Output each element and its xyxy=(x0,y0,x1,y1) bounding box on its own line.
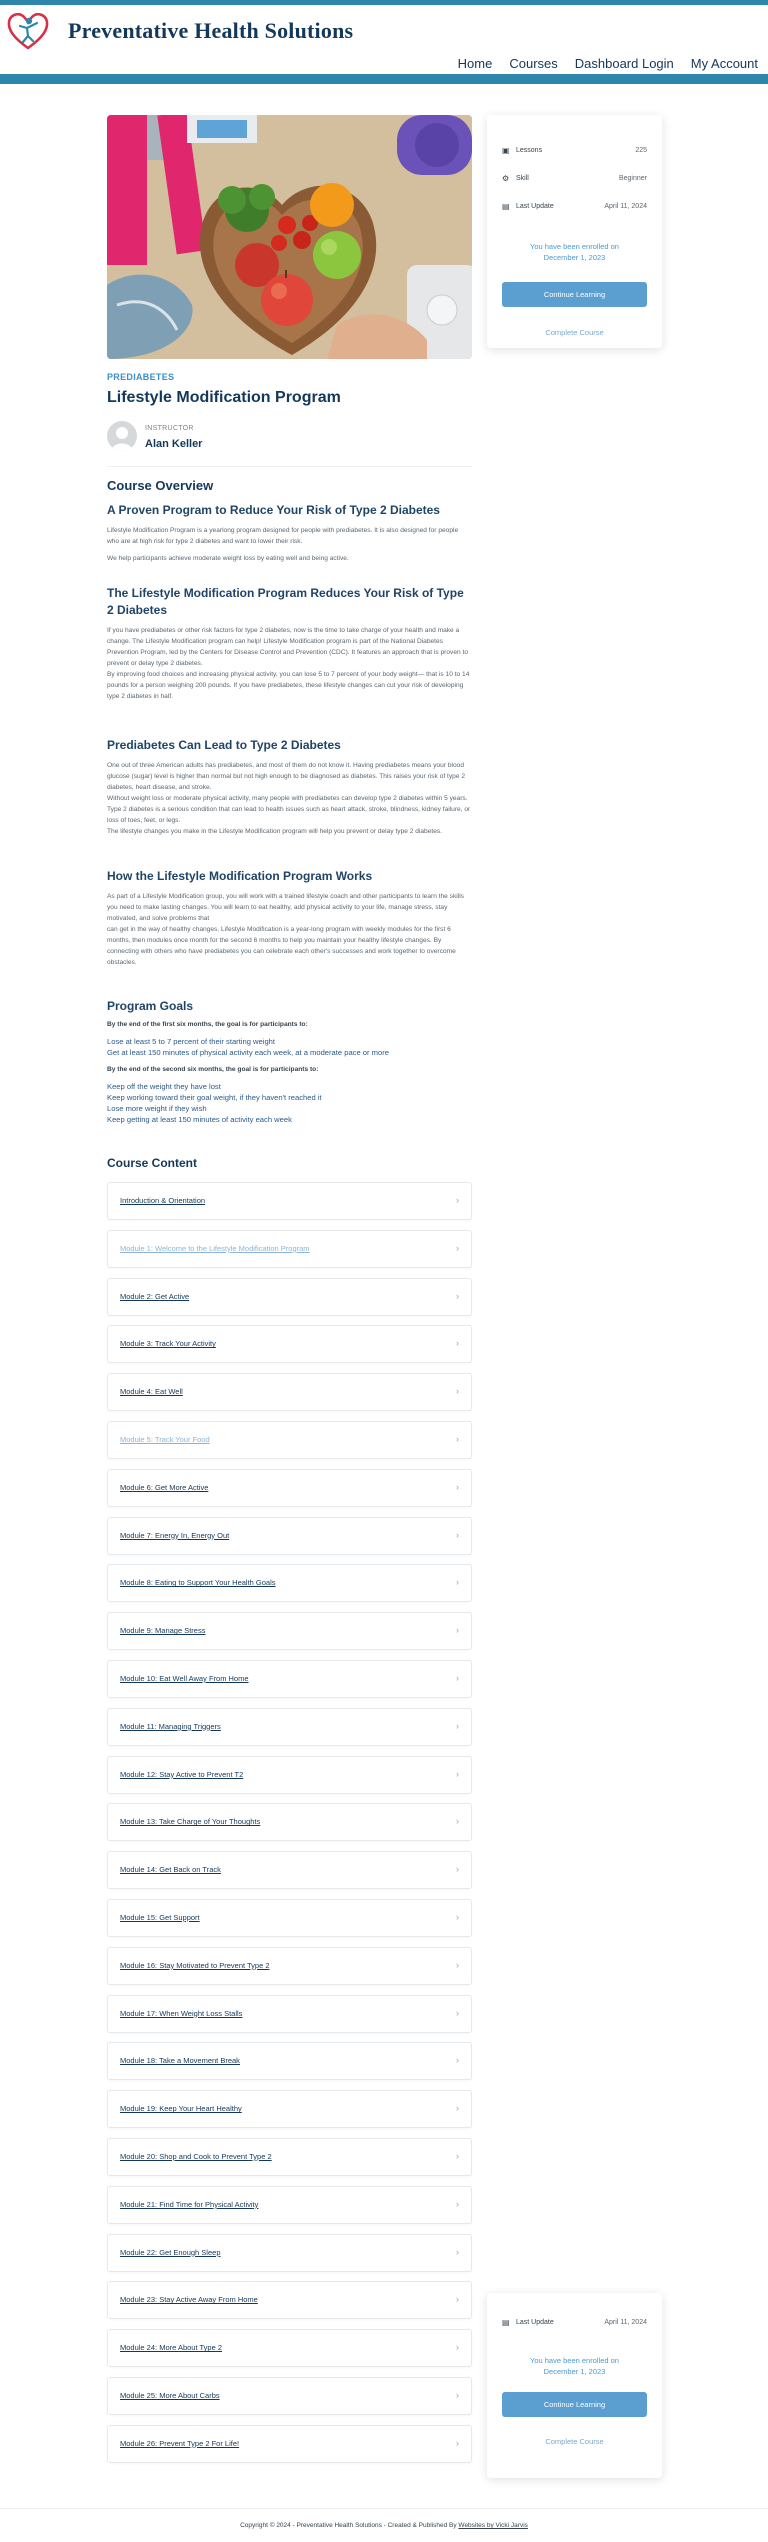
module-item[interactable] xyxy=(107,1899,472,1937)
module-link[interactable]: Module 1: Welcome to the Lifestyle Modification Program xyxy=(120,1243,310,1253)
module-link[interactable]: Module 9: Manage Stress xyxy=(120,1626,206,1636)
overview-heading: Course Overview xyxy=(107,478,214,493)
nav-courses[interactable]: Courses xyxy=(509,56,558,71)
course-hero-image xyxy=(107,115,472,359)
lessons-row xyxy=(502,145,647,159)
site-footer xyxy=(0,2522,768,2529)
paragraph: Without weight loss or moderate physical activity, many people with prediabetes can develop type 2 diabetes within 5 years. Type 2 diabetes is a serious condition that can lead to health issues such as heart attack, stroke, blindness, kidney failure, or loss of toes, feet, or legs. xyxy=(107,795,471,824)
chevron-right-icon[interactable]: › xyxy=(456,1816,459,1827)
last-update-row xyxy=(502,2317,647,2331)
chevron-right-icon[interactable]: › xyxy=(456,2007,459,2018)
module-link[interactable]: Module 23: Stay Active Away From Home xyxy=(120,2295,258,2305)
module-list xyxy=(107,1182,472,2473)
instructor-name[interactable]: Alan Keller xyxy=(145,438,203,450)
module-link[interactable]: Module 6: Get More Active xyxy=(120,1482,209,1492)
module-link[interactable]: Module 2: Get Active xyxy=(120,1291,190,1301)
section-heading: A Proven Program to Reduce Your Risk of Type 2 Diabetes xyxy=(107,503,440,517)
chevron-right-icon[interactable]: › xyxy=(456,1577,459,1588)
enrolled-notice xyxy=(487,2355,662,2377)
footer-credit-link[interactable]: Websites by Vicki Jarvis xyxy=(458,2522,528,2529)
module-item[interactable] xyxy=(107,1995,472,2033)
nav-my-account[interactable]: My Account xyxy=(690,56,758,71)
complete-course-link[interactable]: Complete Course xyxy=(545,2437,604,2446)
module-link[interactable]: Introduction & Orientation xyxy=(120,1196,206,1205)
module-link[interactable]: Module 8: Eating to Support Your Health Goals xyxy=(120,1578,276,1588)
goal-item: Keep working toward their goal weight, if they haven't reached it xyxy=(107,1093,322,1102)
instructor-label: INSTRUCTOR xyxy=(145,425,194,432)
module-item[interactable] xyxy=(107,2090,472,2128)
enrolled-date: December 1, 2023 xyxy=(543,2367,606,2376)
chevron-right-icon[interactable]: › xyxy=(456,1386,459,1397)
chevron-right-icon[interactable]: › xyxy=(456,2103,459,2114)
enrolled-text: You have been enrolled on xyxy=(530,242,619,251)
module-item[interactable] xyxy=(107,2138,472,2176)
site-header xyxy=(0,5,768,55)
section-heading: How the Lifestyle Modification Program Works xyxy=(107,869,373,883)
instructor-avatar xyxy=(107,421,137,451)
module-item[interactable] xyxy=(107,2234,472,2272)
module-link[interactable]: Module 11: Managing Triggers xyxy=(120,1721,221,1731)
lessons-label: Lessons xyxy=(516,147,543,154)
module-item[interactable] xyxy=(107,1660,472,1698)
nav-dashboard-login[interactable]: Dashboard Login xyxy=(574,56,674,71)
module-link[interactable]: Module 17: When Weight Loss Stalls xyxy=(120,2008,243,2018)
module-item[interactable] xyxy=(107,1182,472,1220)
module-link[interactable]: Module 15: Get Support xyxy=(120,1912,200,1922)
paragraph: One out of three American adults has prediabetes, and most of them do not know it. Having prediabetes means your blood glucose (sugar) level is higher than normal but not high enough to be diagnosed as diabetes. This raises your risk of type 2 diabetes, heart disease, and stroke. xyxy=(107,762,465,791)
chevron-right-icon[interactable]: › xyxy=(456,2342,459,2353)
calendar-icon: ▤ xyxy=(502,2318,510,2327)
copyright-text: Copyright © 2024 - Preventative Health Solutions - Created & Published By xyxy=(240,2522,459,2529)
chevron-right-icon[interactable]: › xyxy=(456,1911,459,1922)
chevron-right-icon[interactable]: › xyxy=(456,1433,459,1444)
module-link[interactable]: Module 18: Take a Movement Break xyxy=(120,2056,240,2066)
goals-second-heading: By the end of the second six months, the goal is for participants to: xyxy=(107,1066,319,1073)
enrolled-text: You have been enrolled on xyxy=(530,2356,619,2365)
last-update-label: Last Update xyxy=(516,2319,554,2326)
module-link[interactable]: Module 14: Get Back on Track xyxy=(120,1865,221,1875)
last-update-label: Last Update xyxy=(516,203,554,210)
chevron-right-icon[interactable]: › xyxy=(456,1864,459,1875)
chevron-right-icon[interactable]: › xyxy=(456,2294,459,2305)
module-item[interactable] xyxy=(107,1803,472,1841)
module-item[interactable] xyxy=(107,1947,472,1985)
skill-label: Skill xyxy=(516,175,529,182)
skill-icon: ⚙ xyxy=(502,174,510,183)
module-link[interactable]: Module 3: Track Your Activity xyxy=(120,1339,216,1349)
footer-divider xyxy=(0,2508,768,2509)
calendar-icon: ▤ xyxy=(502,202,510,211)
module-item[interactable] xyxy=(107,1517,472,1555)
goals-first-heading: By the end of the first six months, the goal is for participants to: xyxy=(107,1021,308,1028)
chevron-right-icon[interactable]: › xyxy=(456,2389,459,2400)
chevron-right-icon[interactable]: › xyxy=(456,2437,459,2448)
module-link[interactable]: Module 19: Keep Your Heart Healthy xyxy=(120,2104,242,2114)
goal-item: Lose at least 5 to 7 percent of their starting weight xyxy=(107,1037,276,1046)
enrolled-date: December 1, 2023 xyxy=(543,253,606,262)
paragraph: If you have prediabetes or other risk factors for type 2 diabetes, now is the time to take charge of your health and make a change. The Lifestyle Modification program can help! Lifestyle Modification program is part of the National Diabetes Prevention Program, led by the Centers for Disease Control and Prevention (CDC). It features an approach that is proven to prevent or delay type 2 diabetes. xyxy=(107,627,469,667)
heart-logo-icon[interactable] xyxy=(6,11,50,51)
header-blue-band xyxy=(0,74,768,84)
module-item[interactable] xyxy=(107,1230,472,1268)
module-item[interactable] xyxy=(107,1851,472,1889)
continue-learning-button[interactable]: Continue Learning xyxy=(502,2392,647,2417)
user-icon xyxy=(107,421,137,451)
complete-course-link[interactable]: Complete Course xyxy=(545,328,604,337)
module-item[interactable] xyxy=(107,1564,472,1602)
chevron-right-icon[interactable]: › xyxy=(456,2198,459,2209)
module-link[interactable]: Module 7: Energy In, Energy Out xyxy=(120,1530,230,1540)
section-heading: The Lifestyle Modification Program Reduces Your Risk of Type 2 Diabetes xyxy=(107,586,464,617)
module-item[interactable] xyxy=(107,1708,472,1746)
section-heading: Prediabetes Can Lead to Type 2 Diabetes xyxy=(107,738,341,752)
module-link[interactable]: Module 10: Eat Well Away From Home xyxy=(120,1673,249,1683)
module-link[interactable]: Module 16: Stay Motivated to Prevent Type 2 xyxy=(120,1960,270,1970)
program-goals xyxy=(107,998,472,1125)
overview-section-3 xyxy=(107,737,472,843)
lessons-value: 225 xyxy=(635,147,647,154)
last-update-value: April 11, 2024 xyxy=(604,203,647,210)
module-link[interactable]: Module 24: More About Type 2 xyxy=(120,2343,223,2353)
module-item[interactable] xyxy=(107,2281,472,2319)
goal-item: Keep getting at least 150 minutes of activity each week xyxy=(107,1115,292,1124)
goal-item: Lose more weight if they wish xyxy=(107,1104,207,1113)
module-item[interactable] xyxy=(107,1278,472,1316)
module-link[interactable]: Module 20: Shop and Cook to Prevent Type 2 xyxy=(120,2151,272,2161)
chevron-right-icon[interactable]: › xyxy=(456,1720,459,1731)
skill-row xyxy=(502,173,647,187)
paragraph: By improving food choices and increasing physical activity, you can lose 5 to 7 percent of your body weight— that is 10 to 14 pounds for a person weighing 200 pounds. If you have prediabetes, these lifestyle changes can cut your risk of developing type 2 diabetes in half. xyxy=(107,671,470,700)
module-link[interactable]: Module 22: Get Enough Sleep xyxy=(120,2247,221,2257)
chevron-right-icon[interactable]: › xyxy=(456,1672,459,1683)
chevron-right-icon[interactable]: › xyxy=(456,1338,459,1349)
module-item[interactable] xyxy=(107,1756,472,1794)
chevron-right-icon[interactable]: › xyxy=(456,2055,459,2066)
paragraph: As part of a Lifestyle Modification group, you will work with a trained lifestyle coach and other participants to learn the skills you need to make lasting changes. You will learn to eat healthy, add physical activity to your life, manage stress, stay motivated, and solve problems that xyxy=(107,893,464,922)
course-title: Lifestyle Modification Program xyxy=(107,389,341,406)
module-item[interactable] xyxy=(107,2377,472,2415)
module-item[interactable] xyxy=(107,1421,472,1459)
module-link[interactable]: Module 12: Stay Active to Prevent T2 xyxy=(120,1769,244,1779)
goals-heading: Program Goals xyxy=(107,999,194,1013)
module-link[interactable]: Module 25: More About Carbs xyxy=(120,2390,220,2400)
chevron-right-icon[interactable]: › xyxy=(456,2150,459,2161)
chevron-right-icon[interactable]: › xyxy=(456,1959,459,1970)
divider xyxy=(107,466,472,467)
module-link[interactable]: Module 5: Track Your Food xyxy=(120,1434,210,1444)
course-info-card-sticky xyxy=(487,2293,662,2478)
module-item[interactable] xyxy=(107,2042,472,2080)
goal-item: Keep off the weight they have lost xyxy=(107,1082,221,1091)
last-update-value: April 11, 2024 xyxy=(604,2319,647,2326)
module-link[interactable]: Module 4: Eat Well xyxy=(120,1387,183,1397)
chevron-right-icon[interactable]: › xyxy=(456,1625,459,1636)
last-update-row xyxy=(502,201,647,215)
enrolled-notice xyxy=(487,241,662,263)
paragraph: Lifestyle Modification Program is a yearlong program designed for people with prediabetes. It is also designed for people who are at high risk for type 2 diabetes and want to lower their risk. xyxy=(107,527,459,545)
skill-value: Beginner xyxy=(618,175,647,182)
chevron-right-icon[interactable]: › xyxy=(456,1242,459,1253)
chevron-right-icon[interactable]: › xyxy=(456,1768,459,1779)
module-link[interactable]: Module 21: Find Time for Physical Activity xyxy=(120,2199,259,2209)
module-item[interactable] xyxy=(107,2329,472,2367)
course-info-card xyxy=(487,115,662,348)
chevron-right-icon[interactable]: › xyxy=(456,2246,459,2257)
chevron-right-icon[interactable]: › xyxy=(456,1195,459,1205)
module-item[interactable] xyxy=(107,1325,472,1363)
course-content-heading: Course Content xyxy=(107,1156,197,1170)
module-link[interactable]: Module 26: Prevent Type 2 For Life! xyxy=(120,2438,240,2448)
module-item[interactable] xyxy=(107,1469,472,1507)
module-item[interactable] xyxy=(107,1373,472,1411)
continue-learning-button[interactable]: Continue Learning xyxy=(502,282,647,307)
goal-item: Get at least 150 minutes of physical activity each week, at a moderate pace or more xyxy=(107,1048,389,1057)
paragraph: can get in the way of healthy changes. Lifestyle Modification is a year-long program with weekly modules for the first 6 months, then modules once month for the second 6 months to help you maintain your healthy lifestyle changes. By connecting with others who have prediabetes you can celebrate each other's successes and work together to overcome obstacles. xyxy=(107,926,456,966)
overview-section-2 xyxy=(107,585,472,708)
module-item[interactable] xyxy=(107,2186,472,2224)
chevron-right-icon[interactable]: › xyxy=(456,1481,459,1492)
chevron-right-icon[interactable]: › xyxy=(456,1290,459,1301)
module-link[interactable]: Module 13: Take Charge of Your Thoughts xyxy=(120,1817,261,1827)
book-icon: ▣ xyxy=(502,146,510,155)
paragraph: The lifestyle changes you make in the Lifestyle Modification program will help you prevent or delay type 2 diabetes. xyxy=(107,828,442,835)
paragraph: We help participants achieve moderate weight loss by eating well and being active. xyxy=(107,555,349,562)
chevron-right-icon[interactable]: › xyxy=(456,1529,459,1540)
overview-section-1 xyxy=(107,502,472,570)
module-item[interactable] xyxy=(107,1612,472,1650)
main-nav xyxy=(458,56,758,71)
overview-section-4 xyxy=(107,868,472,974)
module-item[interactable] xyxy=(107,2425,472,2463)
course-category[interactable]: PREDIABETES xyxy=(107,372,175,382)
site-title[interactable]: Preventative Health Solutions xyxy=(68,18,354,43)
nav-home[interactable]: Home xyxy=(457,56,493,71)
